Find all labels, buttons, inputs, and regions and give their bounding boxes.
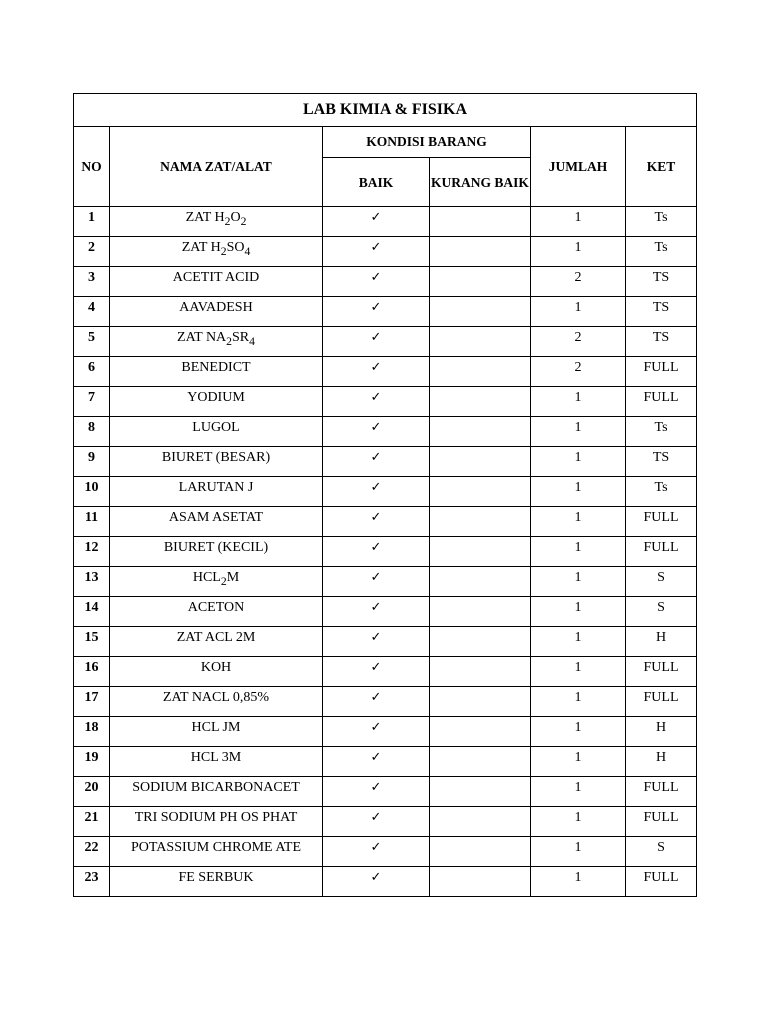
cell-baik: ✓ <box>323 807 430 837</box>
cell-ket: TS <box>626 327 697 357</box>
cell-nama: ACETIT ACID <box>110 267 323 297</box>
cell-no: 22 <box>74 837 110 867</box>
cell-no: 7 <box>74 387 110 417</box>
cell-no: 10 <box>74 477 110 507</box>
cell-baik: ✓ <box>323 747 430 777</box>
cell-jumlah: 1 <box>531 747 626 777</box>
cell-nama: YODIUM <box>110 387 323 417</box>
cell-no: 2 <box>74 237 110 267</box>
table-row <box>74 567 697 597</box>
cell-no: 6 <box>74 357 110 387</box>
header-ket: KET <box>626 127 697 207</box>
cell-no: 16 <box>74 657 110 687</box>
table-row <box>74 717 697 747</box>
header-jumlah: JUMLAH <box>531 127 626 207</box>
cell-no: 17 <box>74 687 110 717</box>
inventory-table <box>73 93 697 897</box>
cell-no: 11 <box>74 507 110 537</box>
cell-nama: BIURET (KECIL) <box>110 537 323 567</box>
cell-nama: $HCL_2M$ <box>110 567 323 597</box>
cell-no: 13 <box>74 567 110 597</box>
cell-kurang-baik <box>430 267 531 297</box>
table-row <box>74 297 697 327</box>
cell-baik: ✓ <box>323 447 430 477</box>
cell-baik: ✓ <box>323 837 430 867</box>
table-row <box>74 627 697 657</box>
cell-jumlah: 1 <box>531 687 626 717</box>
cell-no: 15 <box>74 627 110 657</box>
cell-kurang-baik <box>430 687 531 717</box>
cell-jumlah: 1 <box>531 867 626 897</box>
cell-baik: ✓ <box>323 687 430 717</box>
cell-jumlah: 1 <box>531 297 626 327</box>
cell-baik: ✓ <box>323 327 430 357</box>
cell-nama: ZAT $H_2SO_4$ <box>110 237 323 267</box>
cell-kurang-baik <box>430 657 531 687</box>
cell-ket: S <box>626 597 697 627</box>
cell-ket: S <box>626 837 697 867</box>
cell-ket: Ts <box>626 417 697 447</box>
cell-baik: ✓ <box>323 477 430 507</box>
table-row <box>74 417 697 447</box>
table-row <box>74 387 697 417</box>
cell-kurang-baik <box>430 417 531 447</box>
cell-nama: SODIUM BICARBONACET <box>110 777 323 807</box>
cell-ket: Ts <box>626 207 697 237</box>
cell-baik: ✓ <box>323 777 430 807</box>
cell-nama: ASAM ASETAT <box>110 507 323 537</box>
cell-nama: BIURET (BESAR) <box>110 447 323 477</box>
cell-no: 1 <box>74 207 110 237</box>
cell-nama: LARUTAN J <box>110 477 323 507</box>
cell-no: 5 <box>74 327 110 357</box>
cell-no: 23 <box>74 867 110 897</box>
cell-ket: FULL <box>626 357 697 387</box>
table-row <box>74 357 697 387</box>
cell-kurang-baik <box>430 717 531 747</box>
cell-jumlah: 1 <box>531 417 626 447</box>
table-row <box>74 237 697 267</box>
cell-no: 14 <box>74 597 110 627</box>
cell-baik: ✓ <box>323 297 430 327</box>
cell-nama: ZAT $NA_2SR_4$ <box>110 327 323 357</box>
cell-ket: FULL <box>626 807 697 837</box>
cell-jumlah: 2 <box>531 357 626 387</box>
cell-baik: ✓ <box>323 417 430 447</box>
cell-nama: FE SERBUK <box>110 867 323 897</box>
cell-ket: TS <box>626 297 697 327</box>
cell-ket: H <box>626 717 697 747</box>
cell-kurang-baik <box>430 777 531 807</box>
cell-ket: FULL <box>626 537 697 567</box>
cell-jumlah: 1 <box>531 627 626 657</box>
cell-no: 19 <box>74 747 110 777</box>
cell-kurang-baik <box>430 627 531 657</box>
cell-kurang-baik <box>430 477 531 507</box>
cell-ket: Ts <box>626 477 697 507</box>
table-row <box>74 777 697 807</box>
table-row <box>74 867 697 897</box>
header-no: NO <box>74 127 110 207</box>
cell-kurang-baik <box>430 357 531 387</box>
cell-nama: ZAT NACL 0,85% <box>110 687 323 717</box>
cell-kurang-baik <box>430 507 531 537</box>
table-row <box>74 747 697 777</box>
cell-baik: ✓ <box>323 567 430 597</box>
cell-jumlah: 1 <box>531 507 626 537</box>
cell-baik: ✓ <box>323 537 430 567</box>
table-row <box>74 687 697 717</box>
cell-no: 4 <box>74 297 110 327</box>
cell-jumlah: 1 <box>531 237 626 267</box>
cell-ket: TS <box>626 447 697 477</box>
table-row <box>74 447 697 477</box>
cell-jumlah: 1 <box>531 447 626 477</box>
cell-ket: FULL <box>626 657 697 687</box>
table-row <box>74 807 697 837</box>
cell-no: 9 <box>74 447 110 477</box>
cell-kurang-baik <box>430 747 531 777</box>
cell-nama: HCL 3M <box>110 747 323 777</box>
cell-jumlah: 1 <box>531 537 626 567</box>
cell-nama: BENEDICT <box>110 357 323 387</box>
cell-no: 3 <box>74 267 110 297</box>
cell-ket: FULL <box>626 387 697 417</box>
cell-nama: ZAT ACL 2M <box>110 627 323 657</box>
cell-ket: FULL <box>626 507 697 537</box>
cell-jumlah: 1 <box>531 477 626 507</box>
cell-jumlah: 1 <box>531 207 626 237</box>
cell-baik: ✓ <box>323 267 430 297</box>
cell-baik: ✓ <box>323 387 430 417</box>
header-kondisi: KONDISI BARANG <box>323 127 531 158</box>
cell-ket: FULL <box>626 867 697 897</box>
cell-kurang-baik <box>430 537 531 567</box>
cell-baik: ✓ <box>323 357 430 387</box>
cell-nama: TRI SODIUM PH OS PHAT <box>110 807 323 837</box>
cell-baik: ✓ <box>323 867 430 897</box>
cell-jumlah: 2 <box>531 267 626 297</box>
cell-ket: FULL <box>626 687 697 717</box>
header-kurang-baik: KURANG BAIK <box>430 158 531 207</box>
table-body <box>74 207 697 897</box>
cell-kurang-baik <box>430 867 531 897</box>
cell-nama: ZAT $H_2O_2$ <box>110 207 323 237</box>
table-row <box>74 267 697 297</box>
cell-baik: ✓ <box>323 207 430 237</box>
cell-nama: HCL JM <box>110 717 323 747</box>
cell-kurang-baik <box>430 207 531 237</box>
cell-no: 20 <box>74 777 110 807</box>
cell-ket: H <box>626 747 697 777</box>
cell-nama: AAVADESH <box>110 297 323 327</box>
cell-baik: ✓ <box>323 657 430 687</box>
table-row <box>74 657 697 687</box>
cell-jumlah: 1 <box>531 657 626 687</box>
cell-ket: S <box>626 567 697 597</box>
table-row <box>74 477 697 507</box>
cell-no: 18 <box>74 717 110 747</box>
cell-kurang-baik <box>430 807 531 837</box>
cell-nama: POTASSIUM CHROME ATE <box>110 837 323 867</box>
cell-baik: ✓ <box>323 717 430 747</box>
table-row <box>74 507 697 537</box>
cell-ket: FULL <box>626 777 697 807</box>
cell-kurang-baik <box>430 297 531 327</box>
cell-no: 12 <box>74 537 110 567</box>
cell-baik: ✓ <box>323 237 430 267</box>
cell-nama: ACETON <box>110 597 323 627</box>
table-row <box>74 837 697 867</box>
cell-jumlah: 1 <box>531 837 626 867</box>
cell-kurang-baik <box>430 447 531 477</box>
cell-jumlah: 1 <box>531 777 626 807</box>
cell-jumlah: 1 <box>531 717 626 747</box>
cell-kurang-baik <box>430 387 531 417</box>
cell-ket: TS <box>626 267 697 297</box>
table-row <box>74 327 697 357</box>
cell-baik: ✓ <box>323 627 430 657</box>
cell-baik: ✓ <box>323 507 430 537</box>
cell-nama: KOH <box>110 657 323 687</box>
cell-baik: ✓ <box>323 597 430 627</box>
cell-jumlah: 1 <box>531 387 626 417</box>
cell-kurang-baik <box>430 327 531 357</box>
cell-jumlah: 1 <box>531 567 626 597</box>
table-row <box>74 597 697 627</box>
cell-jumlah: 1 <box>531 807 626 837</box>
cell-ket: H <box>626 627 697 657</box>
cell-nama: LUGOL <box>110 417 323 447</box>
cell-ket: Ts <box>626 237 697 267</box>
table-row <box>74 207 697 237</box>
header-nama: NAMA ZAT/ALAT <box>110 127 323 207</box>
cell-kurang-baik <box>430 567 531 597</box>
cell-no: 8 <box>74 417 110 447</box>
cell-kurang-baik <box>430 597 531 627</box>
cell-no: 21 <box>74 807 110 837</box>
header-baik: BAIK <box>323 158 430 207</box>
cell-jumlah: 2 <box>531 327 626 357</box>
cell-kurang-baik <box>430 837 531 867</box>
table-row <box>74 537 697 567</box>
cell-jumlah: 1 <box>531 597 626 627</box>
cell-kurang-baik <box>430 237 531 267</box>
table-title: LAB KIMIA & FISIKA <box>74 94 697 127</box>
